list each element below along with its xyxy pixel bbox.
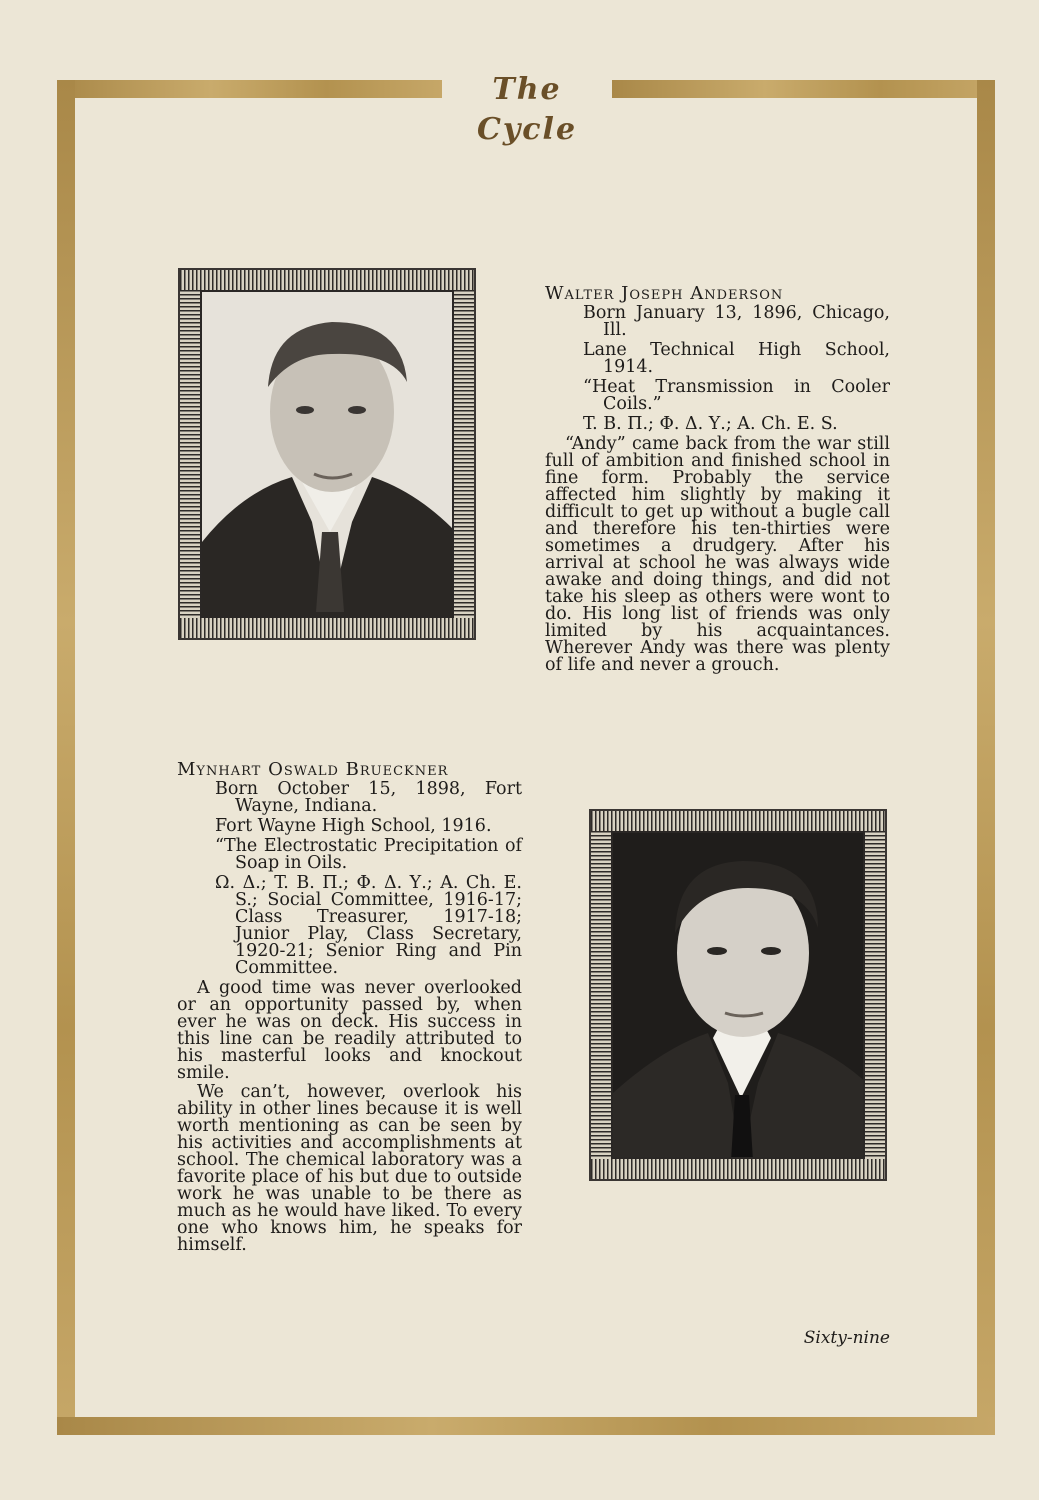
portrait-frame-brueckner bbox=[589, 809, 887, 1181]
bio-activities: T. B. Π.; Φ. Δ. Υ.; A. Ch. E. S. bbox=[583, 414, 838, 434]
bio-paragraph: A good time was never overlooked or an opportunity passed by, when ever he was on deck. His success in this line can be readily attributed to his masterful looks and knockout smile. bbox=[177, 978, 522, 1083]
portrait-anderson bbox=[202, 292, 454, 618]
bio-anderson bbox=[545, 285, 890, 676]
bio-born: Born January 13, 1896, Chicago, Ill. bbox=[583, 303, 890, 340]
bio-name: Walter Joseph Anderson bbox=[545, 283, 784, 304]
frame-bottom bbox=[57, 1417, 995, 1435]
frame-top-left bbox=[57, 80, 442, 98]
portrait-icon bbox=[200, 290, 454, 618]
bio-activities: Ω. Δ.; T. B. Π.; Φ. Δ. Υ.; A. Ch. E. S.; Social Committee, 1916-17; Class Treasurer, 1917-18; Junior Play, Class Secretary, 1920-21; Senior Ring and Pin Committee. bbox=[215, 873, 522, 978]
bio-school: Lane Technical High School, 1914. bbox=[583, 340, 890, 377]
page-title: The Cycle bbox=[476, 72, 578, 147]
frame-right bbox=[977, 80, 995, 1435]
frame-left bbox=[57, 80, 75, 1435]
bio-paragraph: We can’t, however, overlook his ability in other lines because it is well worth mentioning as can be seen by his activities and accomplishments at school. The chemical laboratory was a favorite place of his but due to outside work he was unable to be there as much as he would have liked. To every one who knows him, he speaks for himself. bbox=[177, 1082, 522, 1255]
bio-thesis: “The Electrostatic Precipitation of Soap in Oils. bbox=[215, 836, 522, 873]
portrait-frame-anderson bbox=[178, 268, 476, 640]
page-number: Sixty-nine bbox=[803, 1328, 890, 1348]
bio-thesis: “Heat Transmission in Cooler Coils.” bbox=[583, 377, 890, 414]
bio-school: Fort Wayne High School, 1916. bbox=[215, 816, 492, 836]
bio-born: Born October 15, 1898, Fort Wayne, Indiana. bbox=[215, 779, 522, 816]
bio-name: Mynhart Oswald Brueckner bbox=[177, 759, 449, 780]
bio-paragraph: “Andy” came back from the war still full of ambition and finished school in fine form. Probably the service affected him slightly by making it difficult to get up without a bugle call and therefore his ten-thirties were sometimes a drudgery. After his arrival at school he was always wide awake and doing things, and did not take his sleep as others were wont to do. His long list of friends was only limited by his acquaintances. Wherever Andy was there was plenty of life and never a grouch. bbox=[545, 434, 890, 675]
frame-top-right bbox=[612, 80, 995, 98]
portrait-icon bbox=[611, 831, 865, 1159]
bio-brueckner bbox=[177, 761, 522, 1256]
portrait-brueckner bbox=[613, 833, 865, 1159]
